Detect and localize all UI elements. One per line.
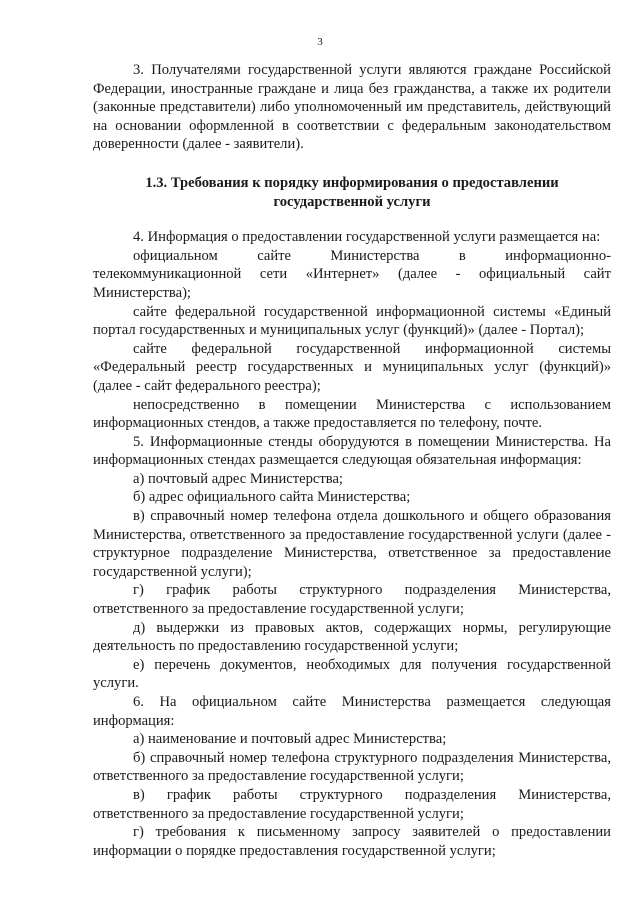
list-item-5g: г) график работы структурного подразделения Министерства, ответственного за предоставление государственной услуги; <box>93 582 611 618</box>
paragraph-4-intro: 4. Информация о предоставлении государственной услуги размещается на: <box>133 229 601 246</box>
paragraph-official-site: официальном сайте Министерства в информационно-телекоммуникационной сети «Интернет» (далее - официальный сайт Министерства); <box>93 247 611 301</box>
list-item-5v: в) справочный номер телефона отдела дошкольного и общего образования Министерства, ответственного за предоставление государственной услуги (далее - структурное подразделение Министерства, ответственное за предоставление государственной услуги); <box>93 508 611 580</box>
list-item-6b: б) справочный номер телефона структурного подразделения Министерства, ответственного за предоставление государственной услуги; <box>93 749 611 785</box>
paragraph-6-intro: 6. На официальном сайте Министерства размещается следующая информация: <box>93 694 611 729</box>
paragraph-info-stands: непосредственно в помещении Министерства с использованием информационных стендов, а также предоставляется по телефону, почте. <box>93 396 611 432</box>
section-heading: 1.3. Требования к порядку информирования о предоставлении государственной услуги <box>145 174 559 210</box>
list-item-6g: г) требования к письменному запросу заявителей о предоставлении информации о порядке предоставления государственной услуги; <box>93 824 611 859</box>
paragraph-3-recipients: 3. Получателями государственной услуги являются граждане Российской Федерации, иностранные граждане и лица без гражданства, а также их родители (законные представители) либо уполномоченный им представитель, действующий на основании оформленной в соответствии с федеральным законодательством доверенности (далее - заявители). <box>93 62 611 153</box>
paragraph-portal: сайте федеральной государственной информационной системы «Единый портал государственных и муниципальных услуг (функций)» (далее - Портал); <box>93 303 611 339</box>
page-number: 3 <box>317 36 323 48</box>
paragraph-5-intro: 5. Информационные стенды оборудуются в помещении Министерства. На информационных стендах размещается следующая обязательная информация: <box>93 433 611 469</box>
document-body <box>93 61 611 860</box>
list-item-5b: б) адрес официального сайта Министерства; <box>133 489 411 506</box>
paragraph-federal-registry: сайте федеральной государственной информационной системы «Федеральный реестр государственных и муниципальных услуг (функций)» (далее - сайт федерального реестра); <box>93 340 611 394</box>
list-item-5a: а) почтовый адрес Министерства; <box>133 470 343 487</box>
list-item-5d: д) выдержки из правовых актов, содержащих нормы, регулирующие деятельность по предоставлению государственной услуги; <box>93 619 611 655</box>
list-item-6a: а) наименование и почтовый адрес Министерства; <box>133 731 447 748</box>
list-item-5e: е) перечень документов, необходимых для получения государственной услуги. <box>93 656 611 692</box>
list-item-6v: в) график работы структурного подразделения Министерства, ответственного за предоставление государственной услуги; <box>93 786 611 822</box>
